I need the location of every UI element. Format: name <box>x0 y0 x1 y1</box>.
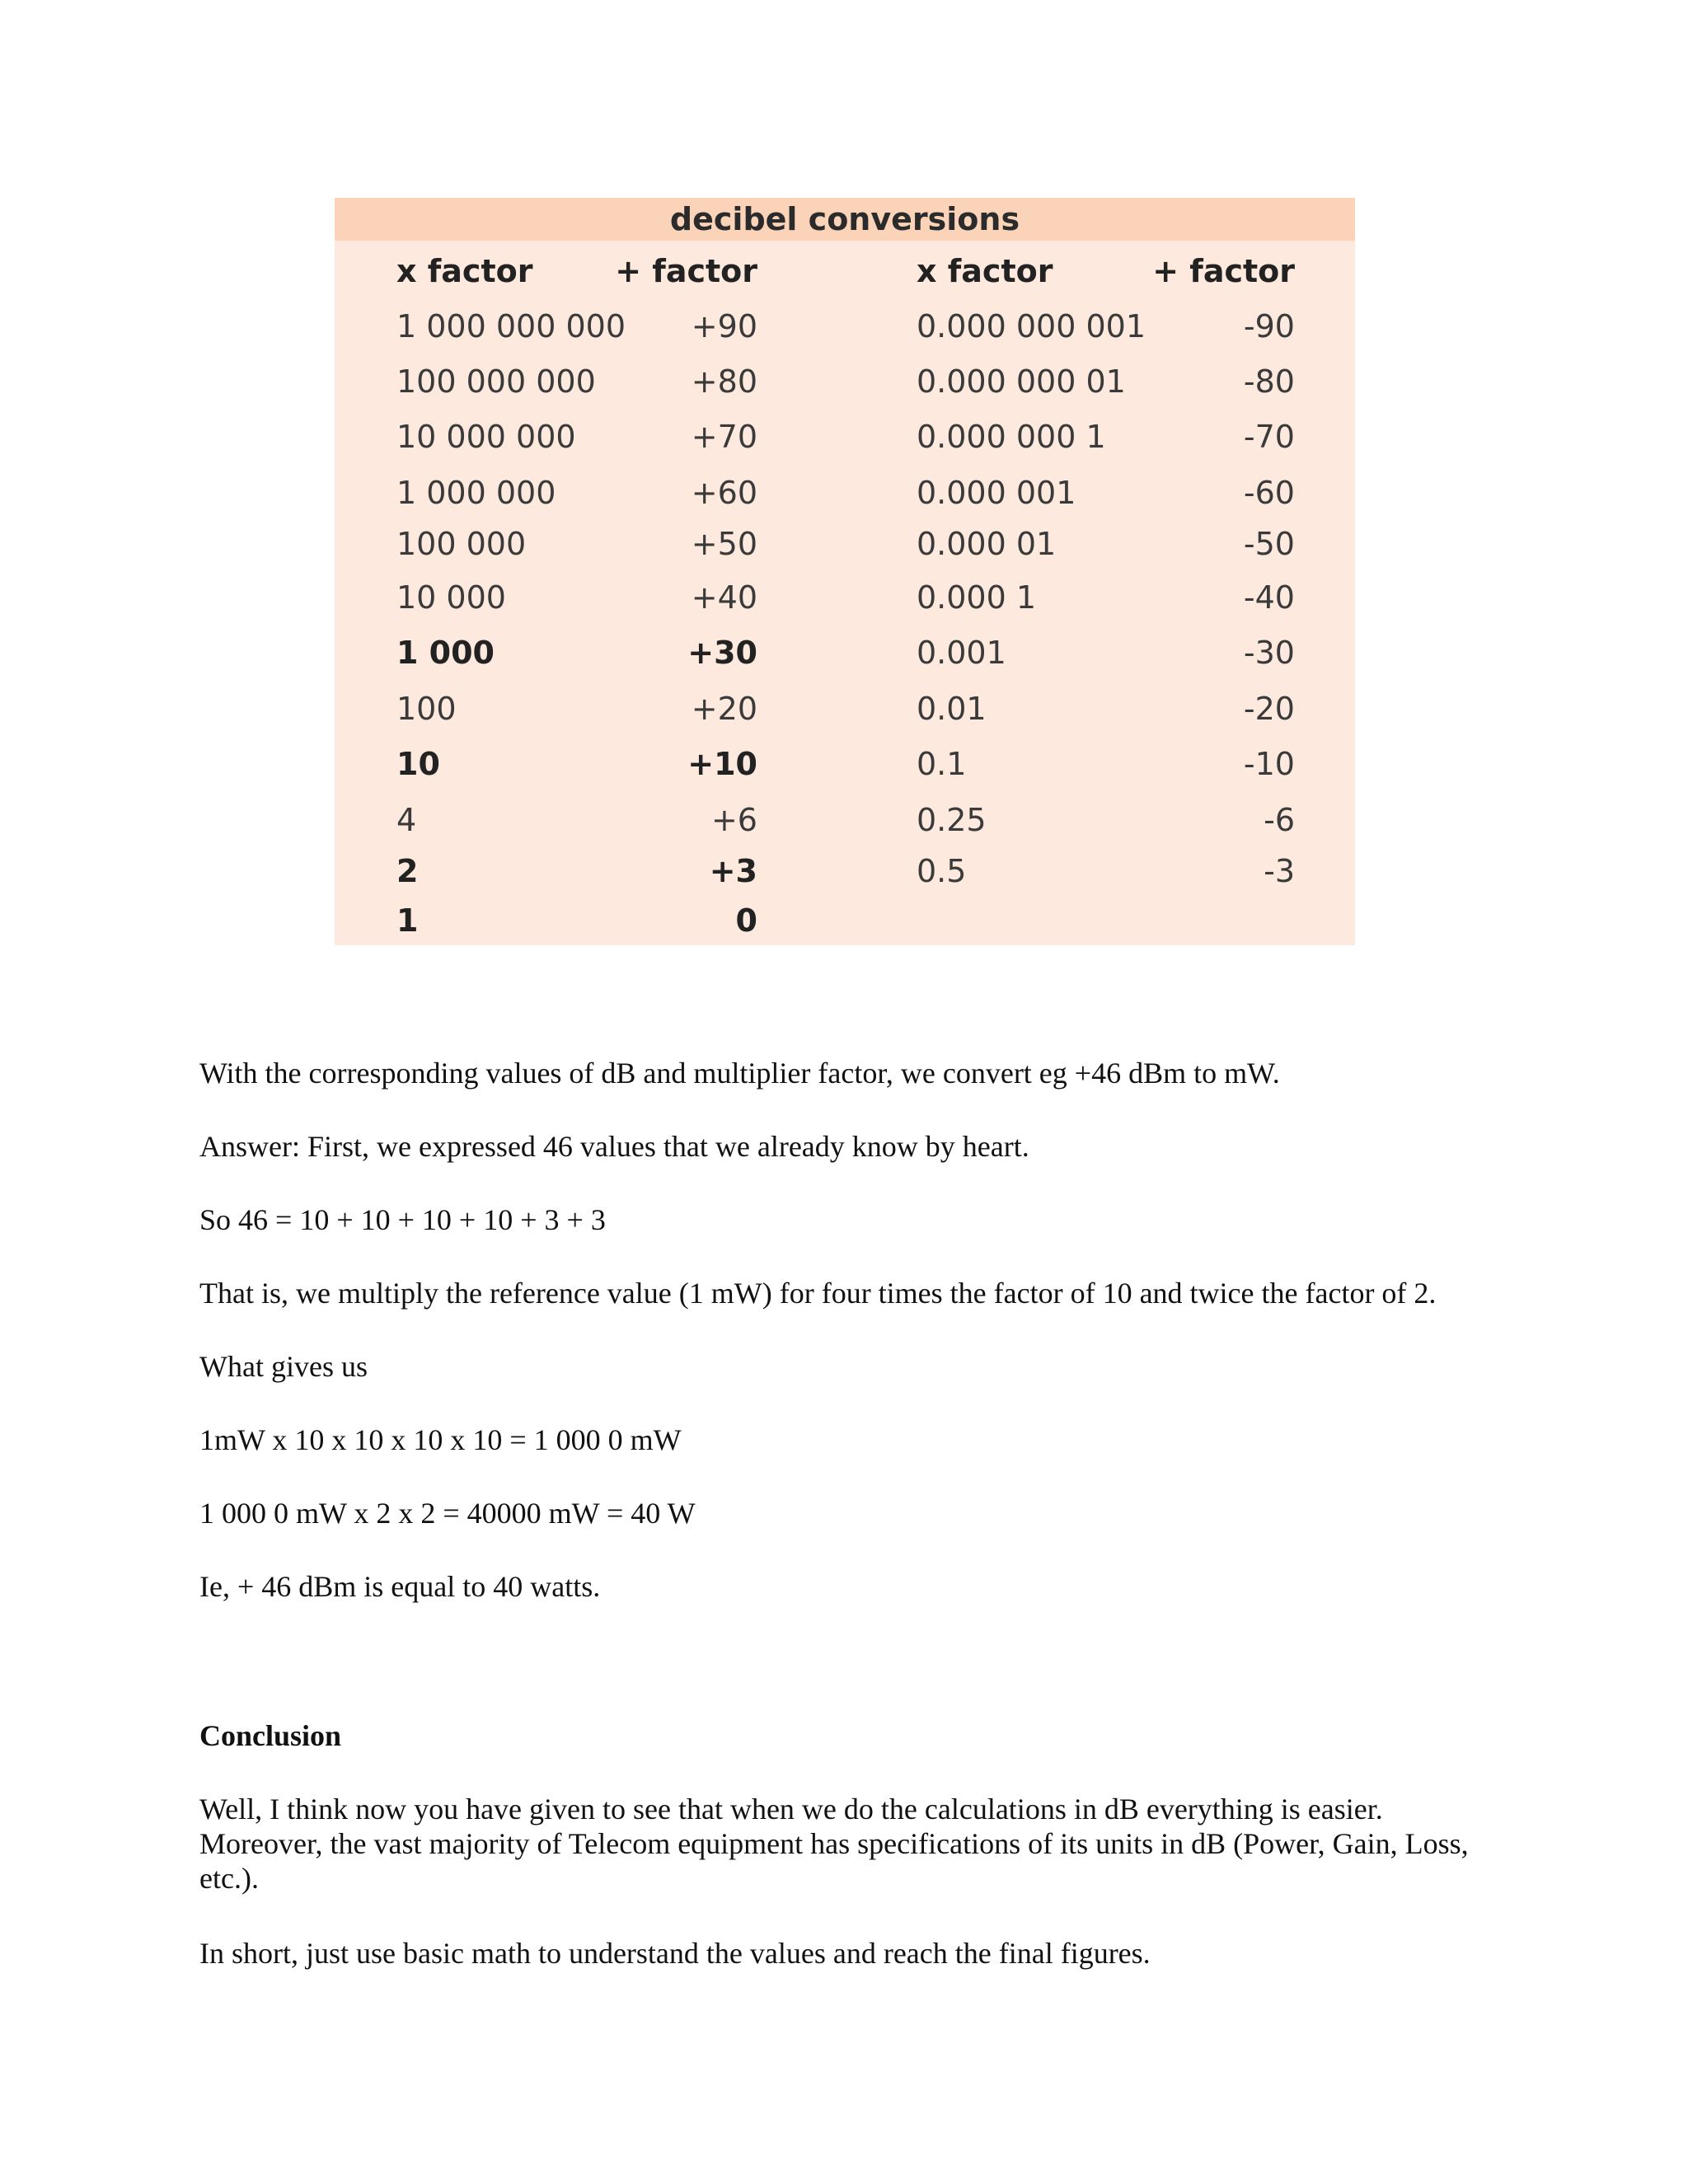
table-cell-x-factor-right: 0.1 <box>917 746 967 782</box>
header-x-factor-left: x factor <box>396 253 533 289</box>
paragraph-sum: So 46 = 10 + 10 + 10 + 10 + 3 + 3 <box>199 1203 606 1236</box>
table-cell-plus-factor-left: +3 <box>709 853 757 889</box>
table-cell-plus-factor-left: +10 <box>687 746 757 782</box>
table-cell-plus-factor-right: -10 <box>1243 746 1295 782</box>
table-cell-x-factor-left: 1 000 <box>396 635 495 671</box>
table-cell-x-factor-left: 2 <box>396 853 419 889</box>
table-cell-x-factor-left: 1 000 000 <box>396 475 556 511</box>
table-cell-plus-factor-right: -6 <box>1264 802 1295 838</box>
table-cell-plus-factor-right: -80 <box>1243 363 1295 400</box>
conclusion-paragraph-2: In short, just use basic math to understand the values and reach the final figures. <box>199 1937 1151 1970</box>
conclusion-paragraph-1: Well, I think now you have given to see that when we do the calculations in dB everything is easier. Moreover, the vast majority of Telecom equipment has specifications of its units in dB (Power, Gain, Loss, etc.). <box>199 1793 1469 1895</box>
paragraph-answer: Answer: First, we expressed 46 values that we already know by heart. <box>199 1130 1029 1163</box>
table-cell-plus-factor-right: -3 <box>1264 853 1295 889</box>
table-cell-x-factor-right: 0.001 <box>917 635 1006 671</box>
table-cell-x-factor-right: 0.000 01 <box>917 526 1057 562</box>
table-cell-plus-factor-left: +6 <box>710 802 757 838</box>
table-cell-plus-factor-left: +40 <box>691 579 757 616</box>
table-cell-plus-factor-right: -60 <box>1243 475 1295 511</box>
table-cell-plus-factor-right: -50 <box>1243 526 1295 562</box>
header-plus-factor-left: + factor <box>615 253 757 289</box>
table-cell-plus-factor-left: +70 <box>691 419 757 455</box>
table-cell-x-factor-left: 10 <box>396 746 440 782</box>
paragraph-calc-2: 1 000 0 mW x 2 x 2 = 40000 mW = 40 W <box>199 1497 696 1530</box>
table-cell-x-factor-left: 10 000 000 <box>396 419 576 455</box>
table-cell-x-factor-right: 0.000 1 <box>917 579 1037 616</box>
table-cell-x-factor-right: 0.01 <box>917 691 987 727</box>
table-cell-x-factor-right: 0.000 000 001 <box>917 308 1146 344</box>
table-cell-x-factor-left: 1 000 000 000 <box>396 308 626 344</box>
table-cell-x-factor-left: 10 000 <box>396 579 506 616</box>
table-cell-plus-factor-right: -90 <box>1243 308 1295 344</box>
paragraph-intro: With the corresponding values of dB and multiplier factor, we convert eg +46 dBm to mW. <box>199 1057 1280 1090</box>
table-cell-plus-factor-left: +50 <box>691 526 757 562</box>
table-cell-x-factor-left: 100 000 <box>396 526 527 562</box>
header-plus-factor-right: + factor <box>1152 253 1295 289</box>
table-cell-plus-factor-right: -70 <box>1243 419 1295 455</box>
paragraph-what-gives: What gives us <box>199 1350 368 1383</box>
table-cell-plus-factor-left: +60 <box>691 475 757 511</box>
paragraph-multiply: That is, we multiply the reference value (1 mW) for four times the factor of 10 and twice the factor of 2. <box>199 1277 1437 1310</box>
table-cell-x-factor-left: 100 <box>396 691 457 727</box>
table-cell-x-factor-left: 1 <box>396 902 419 939</box>
decibel-conversion-table <box>335 198 1355 945</box>
table-cell-plus-factor-left: +30 <box>687 635 757 671</box>
table-cell-plus-factor-left: +20 <box>691 691 757 727</box>
table-title: decibel conversions <box>669 201 1020 237</box>
table-cell-x-factor-left: 100 000 000 <box>396 363 596 400</box>
table-cell-plus-factor-left: +80 <box>691 363 757 400</box>
table-cell-x-factor-right: 0.000 000 1 <box>917 419 1106 455</box>
table-cell-plus-factor-left: +90 <box>691 308 757 344</box>
header-x-factor-right: x factor <box>917 253 1053 289</box>
table-cell-x-factor-right: 0.000 000 01 <box>917 363 1126 400</box>
table-cell-x-factor-left: 4 <box>396 802 417 838</box>
table-cell-plus-factor-left: 0 <box>735 902 757 939</box>
paragraph-calc-1: 1mW x 10 x 10 x 10 x 10 = 1 000 0 mW <box>199 1423 682 1456</box>
table-cell-x-factor-right: 0.5 <box>917 853 967 889</box>
table-cell-plus-factor-right: -30 <box>1243 635 1295 671</box>
conclusion-heading: Conclusion <box>199 1719 342 1752</box>
table-cell-x-factor-right: 0.000 001 <box>917 475 1076 511</box>
paragraph-result: Ie, + 46 dBm is equal to 40 watts. <box>199 1570 601 1603</box>
table-cell-plus-factor-right: -40 <box>1243 579 1295 616</box>
table-cell-plus-factor-right: -20 <box>1243 691 1295 727</box>
table-cell-x-factor-right: 0.25 <box>917 802 987 838</box>
